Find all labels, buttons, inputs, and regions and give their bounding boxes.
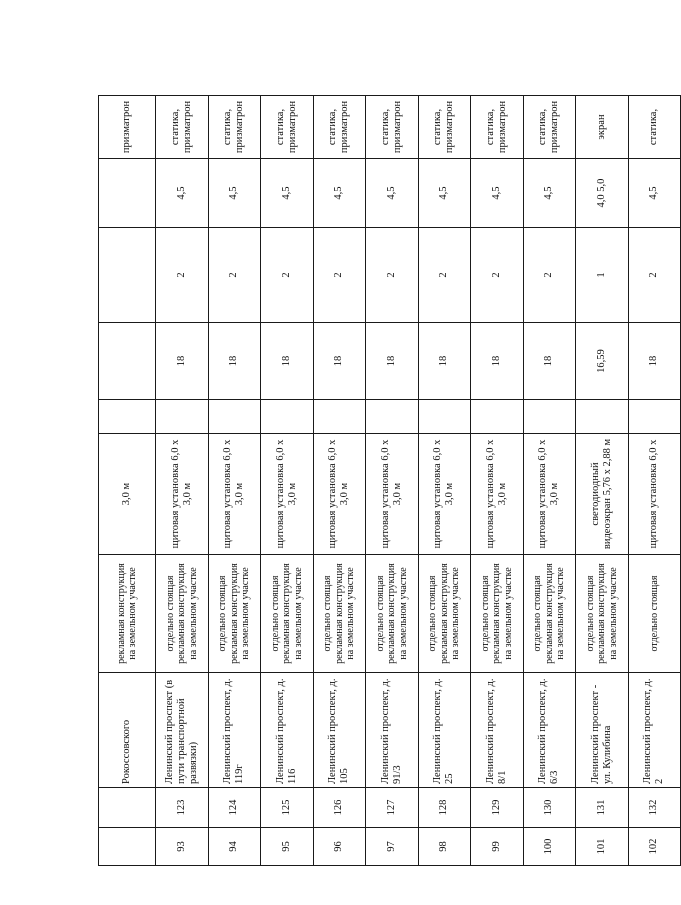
cell-tech: статика, призматрон <box>261 96 314 159</box>
cell-size: щитовая установка 6,0 х 3,0 м <box>418 434 471 555</box>
cell-type: отдельно стоящая рекламная конструкция на земельном участке <box>208 555 261 673</box>
cell-address: Ленинский проспект, д. 2 <box>628 673 681 788</box>
cell-tech: экран <box>576 96 629 159</box>
cell-years: 4,5 <box>628 159 681 228</box>
cell-size: 3,0 м <box>99 434 156 555</box>
cell-sides: 2 <box>208 228 261 323</box>
cell-side <box>313 400 366 434</box>
cell-reg: 127 <box>366 788 419 828</box>
cell-size: щитовая установка 6,0 х 3,0 м <box>523 434 576 555</box>
cell-address: Ленинский проспект, д. 25 <box>418 673 471 788</box>
cell-side <box>261 400 314 434</box>
cell-address: Ленинский проспект - ул. Кулибина <box>576 673 629 788</box>
cell-reg: 128 <box>418 788 471 828</box>
cell-address: Ленинский проспект, д. 8/1 <box>471 673 524 788</box>
table-row <box>261 96 314 866</box>
cell-tech: статика, призматрон <box>471 96 524 159</box>
cell-size: щитовая установка 6,0 х 3,0 м <box>366 434 419 555</box>
cell-side <box>628 400 681 434</box>
cell-area: 18 <box>523 323 576 400</box>
cell-sides: 2 <box>313 228 366 323</box>
cell-sides: 2 <box>261 228 314 323</box>
cell-tech: статика, призматрон <box>418 96 471 159</box>
cell-address: Рокоссовского <box>99 673 156 788</box>
cell-area: 18 <box>366 323 419 400</box>
cell-years: 4,5 <box>418 159 471 228</box>
cell-no: 95 <box>261 828 314 866</box>
cell-type: отдельно стоящая <box>628 555 681 673</box>
cell-area: 16,59 <box>576 323 629 400</box>
cell-reg: 126 <box>313 788 366 828</box>
cell-reg: 124 <box>208 788 261 828</box>
table-row <box>576 96 629 866</box>
cell-years <box>99 159 156 228</box>
advertising-structures-table <box>98 95 681 866</box>
cell-area: 18 <box>261 323 314 400</box>
cell-no: 99 <box>471 828 524 866</box>
cell-type: отдельно стоящая рекламная конструкция на земельном участке <box>471 555 524 673</box>
cell-tech: статика, призматрон <box>366 96 419 159</box>
cell-no: 100 <box>523 828 576 866</box>
cell-side <box>208 400 261 434</box>
cell-area: 18 <box>313 323 366 400</box>
cell-address: Ленинский проспект (в пути транспортной развязки) <box>156 673 209 788</box>
cell-reg: 131 <box>576 788 629 828</box>
cell-side <box>156 400 209 434</box>
table-row <box>471 96 524 866</box>
cell-years: 4,5 <box>471 159 524 228</box>
cell-side <box>471 400 524 434</box>
cell-type: отдельно стоящая рекламная конструкция на земельном участке <box>313 555 366 673</box>
cell-no <box>99 828 156 866</box>
cell-no: 101 <box>576 828 629 866</box>
cell-tech: статика, призматрон <box>208 96 261 159</box>
cell-reg: 132 <box>628 788 681 828</box>
cell-size: щитовая установка 6,0 х 3,0 м <box>313 434 366 555</box>
cell-reg: 123 <box>156 788 209 828</box>
table-row <box>628 96 681 866</box>
table-row <box>208 96 261 866</box>
cell-address: Ленинский проспект, д. 91/3 <box>366 673 419 788</box>
cell-area: 18 <box>418 323 471 400</box>
table-row <box>156 96 209 866</box>
cell-no: 93 <box>156 828 209 866</box>
cell-address: Ленинский проспект, д. 119г <box>208 673 261 788</box>
cell-no: 94 <box>208 828 261 866</box>
cell-side <box>523 400 576 434</box>
continuation-row <box>99 96 156 866</box>
cell-size: щитовая установка 6,0 х 3,0 м <box>261 434 314 555</box>
cell-type: отдельно стоящая рекламная конструкция на земельном участке <box>523 555 576 673</box>
cell-no: 96 <box>313 828 366 866</box>
cell-area <box>99 323 156 400</box>
cell-type: рекламная конструкция на земельном участке <box>99 555 156 673</box>
cell-sides: 2 <box>523 228 576 323</box>
cell-tech: статика, призматрон <box>156 96 209 159</box>
cell-reg: 130 <box>523 788 576 828</box>
cell-side <box>576 400 629 434</box>
cell-tech: призматрон <box>99 96 156 159</box>
cell-size: щитовая установка 6,0 х 3,0 м <box>208 434 261 555</box>
cell-size: щитовая установка 6,0 х <box>628 434 681 555</box>
cell-side <box>366 400 419 434</box>
table-row <box>366 96 419 866</box>
rotated-table-wrapper <box>98 96 666 866</box>
cell-size: щитовая установка 6,0 х 3,0 м <box>156 434 209 555</box>
cell-area: 18 <box>208 323 261 400</box>
cell-years: 4,5 <box>261 159 314 228</box>
cell-years: 4,0 5,0 <box>576 159 629 228</box>
cell-side <box>418 400 471 434</box>
cell-sides: 2 <box>366 228 419 323</box>
table-row <box>418 96 471 866</box>
cell-sides: 2 <box>156 228 209 323</box>
cell-type: отдельно стоящая рекламная конструкция на земельном участке <box>366 555 419 673</box>
cell-size: щитовая установка 6,0 х 3,0 м <box>471 434 524 555</box>
cell-no: 97 <box>366 828 419 866</box>
cell-address: Ленинский проспект, д. 116 <box>261 673 314 788</box>
cell-years: 4,5 <box>366 159 419 228</box>
cell-tech: статика, <box>628 96 681 159</box>
cell-reg: 125 <box>261 788 314 828</box>
cell-area: 18 <box>156 323 209 400</box>
cell-side <box>99 400 156 434</box>
cell-no: 102 <box>628 828 681 866</box>
cell-reg: 129 <box>471 788 524 828</box>
table-row <box>523 96 576 866</box>
cell-reg <box>99 788 156 828</box>
cell-sides: 2 <box>628 228 681 323</box>
cell-type: отдельно стоящая рекламная конструкция на земельном участке <box>418 555 471 673</box>
cell-years: 4,5 <box>523 159 576 228</box>
cell-size: светодиодный видеоэкран 5,76 х 2,88 м <box>576 434 629 555</box>
cell-sides <box>99 228 156 323</box>
cell-years: 4,5 <box>208 159 261 228</box>
cell-area: 18 <box>628 323 681 400</box>
cell-sides: 1 <box>576 228 629 323</box>
cell-tech: статика, призматрон <box>313 96 366 159</box>
cell-sides: 2 <box>471 228 524 323</box>
cell-sides: 2 <box>418 228 471 323</box>
cell-no: 98 <box>418 828 471 866</box>
cell-years: 4,5 <box>313 159 366 228</box>
cell-address: Ленинский проспект, д. 105 <box>313 673 366 788</box>
cell-type: отдельно стоящая рекламная конструкция на земельном участке <box>156 555 209 673</box>
cell-address: Ленинский проспект, д. 6/3 <box>523 673 576 788</box>
cell-type: отдельно стоящая рекламная конструкция на земельном участке <box>576 555 629 673</box>
cell-type: отдельно стоящая рекламная конструкция на земельном участке <box>261 555 314 673</box>
cell-years: 4,5 <box>156 159 209 228</box>
table-row <box>313 96 366 866</box>
cell-tech: статика, призматрон <box>523 96 576 159</box>
cell-area: 18 <box>471 323 524 400</box>
